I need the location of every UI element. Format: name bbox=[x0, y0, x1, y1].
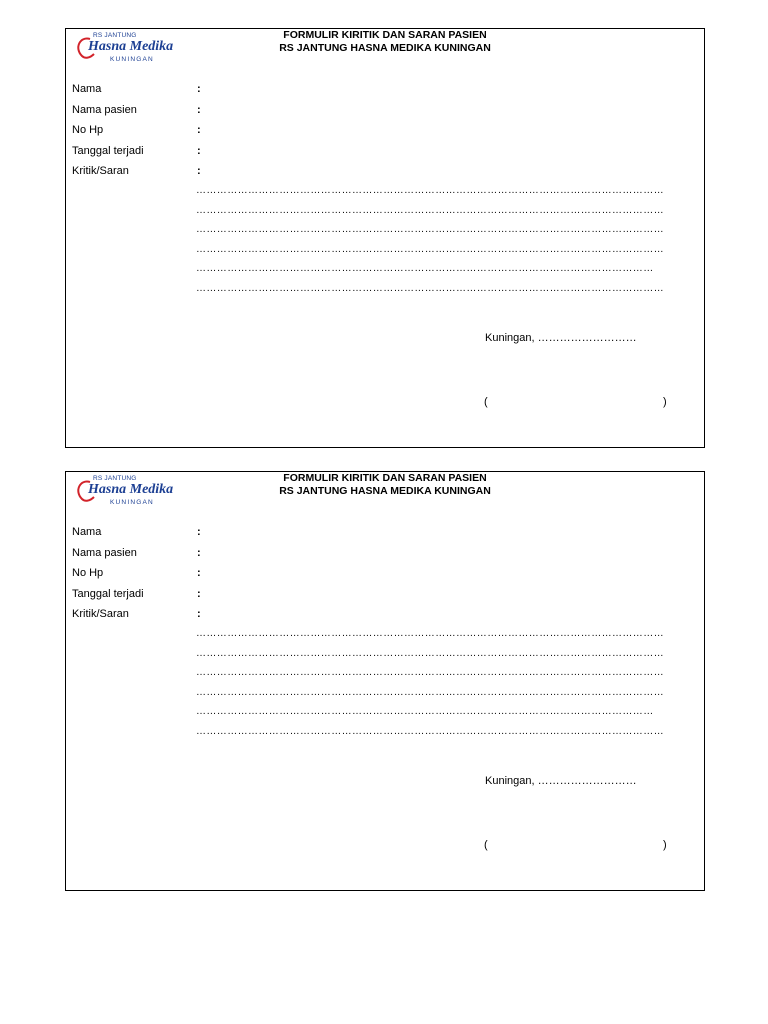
city-date-line[interactable]: Kuningan, ……………………… bbox=[485, 775, 637, 787]
field-label: Nama pasien bbox=[72, 546, 137, 559]
field-colon: : bbox=[197, 103, 201, 116]
field-colon: : bbox=[197, 546, 201, 559]
feedback-form-1 bbox=[65, 28, 705, 448]
field-label: Nama bbox=[72, 526, 102, 538]
form-subtitle: RS JANTUNG HASNA MEDIKA KUNINGAN bbox=[279, 485, 491, 497]
logo-sub-text: KUNINGAN bbox=[110, 56, 154, 63]
signature-close-paren: ) bbox=[663, 839, 667, 851]
field-label: Nama pasien bbox=[72, 103, 137, 116]
kritik-saran-lines[interactable] bbox=[196, 624, 701, 741]
dotted-line: ……………………………………………………………………………………………………………………… bbox=[196, 204, 664, 216]
field-label: Kritik/Saran bbox=[72, 608, 129, 620]
form-title: FORMULIR KIRITIK DAN SARAN PASIEN bbox=[283, 472, 487, 484]
dotted-line: ……………………………………………………………………………………………………………………… bbox=[196, 667, 664, 678]
field-colon: : bbox=[197, 83, 201, 95]
field-label: No Hp bbox=[72, 124, 104, 136]
field-colon: : bbox=[197, 526, 201, 538]
field-label: Tanggal terjadi bbox=[72, 144, 144, 157]
form-title: FORMULIR KIRITIK DAN SARAN PASIEN bbox=[283, 29, 487, 41]
kritik-saran-lines[interactable] bbox=[196, 181, 701, 298]
field-label: Tanggal terjadi bbox=[72, 587, 144, 600]
form-subtitle: RS JANTUNG HASNA MEDIKA KUNINGAN bbox=[279, 42, 491, 54]
field-colon: : bbox=[197, 587, 201, 600]
field-colon: : bbox=[197, 608, 201, 620]
logo-small-text: RS JANTUNG bbox=[93, 475, 137, 482]
field-colon: : bbox=[197, 144, 201, 157]
signature-close-paren: ) bbox=[663, 396, 667, 408]
field-label: Kritik/Saran bbox=[72, 165, 129, 177]
dotted-line: ……………………………………………………………………………………………………………………… bbox=[196, 224, 664, 235]
field-colon: : bbox=[197, 567, 201, 579]
logo-main-text: Hasna Medika bbox=[88, 482, 174, 497]
dotted-line: ……………………………………………………………………………………………………………………… bbox=[196, 243, 664, 255]
logo-main-text: Hasna Medika bbox=[88, 39, 174, 54]
dotted-line: …………………………………………………………………………………………………………………… bbox=[196, 706, 654, 717]
feedback-form-2 bbox=[65, 471, 705, 891]
dotted-line: ……………………………………………………………………………………………………………………… bbox=[196, 647, 664, 659]
logo-sub-text: KUNINGAN bbox=[110, 499, 154, 506]
dotted-line: ……………………………………………………………………………………………………………………… bbox=[196, 725, 664, 737]
field-colon: : bbox=[197, 124, 201, 136]
dotted-line: …………………………………………………………………………………………………………………… bbox=[196, 263, 654, 274]
signature-open-paren: ( bbox=[484, 839, 488, 851]
city-date-line[interactable]: Kuningan, ……………………… bbox=[485, 332, 637, 344]
dotted-line: ……………………………………………………………………………………………………………………… bbox=[196, 628, 664, 639]
field-label: Nama bbox=[72, 83, 102, 95]
dotted-line: ……………………………………………………………………………………………………………………… bbox=[196, 282, 664, 294]
field-label: No Hp bbox=[72, 567, 104, 579]
signature-open-paren: ( bbox=[484, 396, 488, 408]
dotted-line: ……………………………………………………………………………………………………………………… bbox=[196, 185, 664, 196]
field-colon: : bbox=[197, 165, 201, 177]
logo-small-text: RS JANTUNG bbox=[93, 32, 137, 39]
dotted-line: ……………………………………………………………………………………………………………………… bbox=[196, 686, 664, 698]
